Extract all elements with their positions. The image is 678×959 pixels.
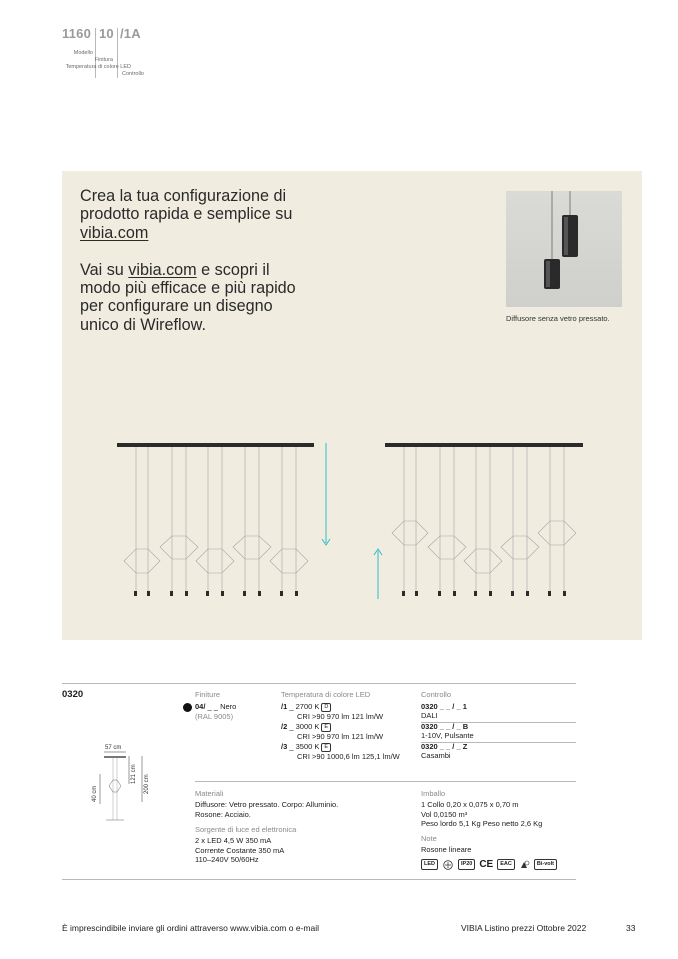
section-divider xyxy=(195,781,576,782)
legend-label-temperature: Temperatura di colore LED xyxy=(65,64,131,70)
finish-ral: (RAL 9005) xyxy=(195,712,234,721)
legend-control-code: /1A xyxy=(120,26,141,41)
recycling-icon xyxy=(519,860,530,870)
legend-finish-code: 10 xyxy=(99,26,114,41)
packaging-header: Imballo xyxy=(421,789,446,798)
color-temp-spec: CRI >90 970 lm 121 lm/W xyxy=(297,712,384,721)
dim-height-mid: 121 cm xyxy=(131,764,137,784)
class-ii-icon xyxy=(442,860,454,870)
footer-order-note: È imprescindibile inviare gli ordini attraverso www.vibia.com o e-mail xyxy=(62,923,319,933)
footer-catalog-title: VIBIA Listino prezzi Ottobre 2022 xyxy=(461,923,587,933)
legend-model-code: 1160 xyxy=(62,26,92,41)
control-name: DALI xyxy=(421,711,438,720)
vibia-link[interactable]: vibia.com xyxy=(80,223,149,242)
control-name: Casambi xyxy=(421,751,451,760)
ce-mark-icon: CE xyxy=(479,859,494,870)
light-source-line: 2 x LED 4,5 W 350 mA xyxy=(195,836,272,845)
finishes-header: Finiture xyxy=(195,690,221,699)
control-name: 1-10V, Pulsante xyxy=(421,731,474,740)
dimension-drawing xyxy=(86,742,166,824)
materials-line: Rosone: Acciaio. xyxy=(195,810,251,819)
legend-label-model: Modello xyxy=(73,50,93,56)
table-top-rule xyxy=(62,683,576,684)
materials-line: Diffusore: Vetro pressato. Corpo: Alluminio. xyxy=(195,800,339,809)
energy-class-badge: D xyxy=(321,703,331,712)
certification-icons xyxy=(421,859,557,870)
page-number: 33 xyxy=(626,923,636,933)
product-code: 0320 xyxy=(62,689,84,700)
eac-mark-icon: EAC xyxy=(497,859,515,870)
dim-width-label: 57 cm xyxy=(105,745,122,751)
packaging-line: 1 Collo 0,20 x 0,075 x 0,70 m xyxy=(421,800,519,809)
light-source-line: Corrente Costante 350 mA xyxy=(195,846,285,855)
led-icon: LED xyxy=(421,859,438,870)
color-temp-row: /2 _ 3000 K E xyxy=(281,722,331,732)
legend-divider xyxy=(117,28,118,78)
control-code: 0320 _ _ / _ Z xyxy=(421,742,468,751)
packaging-line: Peso lordo 5,1 Kg Peso netto 2,6 Kg xyxy=(421,819,543,828)
black-finish-swatch xyxy=(183,703,192,712)
control-header: Controllo xyxy=(421,690,452,699)
legend-label-finish: Finitura xyxy=(94,57,113,63)
product-code-legend xyxy=(50,26,150,86)
legend-label-control: Controllo xyxy=(121,71,144,77)
color-temp-row: /3 _ 3500 K E xyxy=(281,742,331,752)
color-temp-spec: CRI >90 970 lm 121 lm/W xyxy=(297,732,384,741)
color-temp-row: /1 _ 2700 K D xyxy=(281,702,331,712)
dim-height-total: 200 cm xyxy=(144,774,150,794)
promo-paragraph-2: Vai su vibia.com e scopri il modo più efficace e più rapido per configurare un disegno unico di Wireflow. xyxy=(80,260,296,334)
notes-line: Rosone lineare xyxy=(421,845,472,854)
table-bottom-rule xyxy=(62,879,576,880)
notes-header: Note xyxy=(421,834,437,843)
energy-class-badge: E xyxy=(321,743,331,752)
control-code: 0320 _ _ / _ 1 xyxy=(421,702,467,711)
energy-class-badge: E xyxy=(321,723,331,732)
materials-header: Materiali xyxy=(195,789,224,798)
photo-caption: Diffusore senza vetro pressato. xyxy=(506,314,610,323)
ip20-icon: IP20 xyxy=(458,859,475,870)
dim-height-body: 40 cm xyxy=(92,785,98,802)
packaging-line: Vol 0,0150 m³ xyxy=(421,810,468,819)
configurator-promo-panel xyxy=(62,171,642,640)
color-temp-header: Temperatura di colore LED xyxy=(281,690,371,699)
light-source-line: 110–240V 50/60Hz xyxy=(195,855,259,864)
promo-paragraph-1: Crea la tua configurazione di prodotto rapida e semplice su vibia.com xyxy=(80,187,293,242)
finish-code: 04/ _ _ Nero xyxy=(195,702,237,711)
installation-diagram xyxy=(62,171,642,640)
light-source-header: Sorgente di luce ed elettronica xyxy=(195,825,297,834)
vibia-link[interactable]: vibia.com xyxy=(128,260,197,279)
bi-volt-icon: Bi-volt xyxy=(534,859,557,870)
color-temp-spec: CRI >90 1000,6 lm 125,1 lm/W xyxy=(297,752,400,761)
legend-divider xyxy=(95,28,96,78)
control-code: 0320 _ _ / _ B xyxy=(421,722,469,731)
